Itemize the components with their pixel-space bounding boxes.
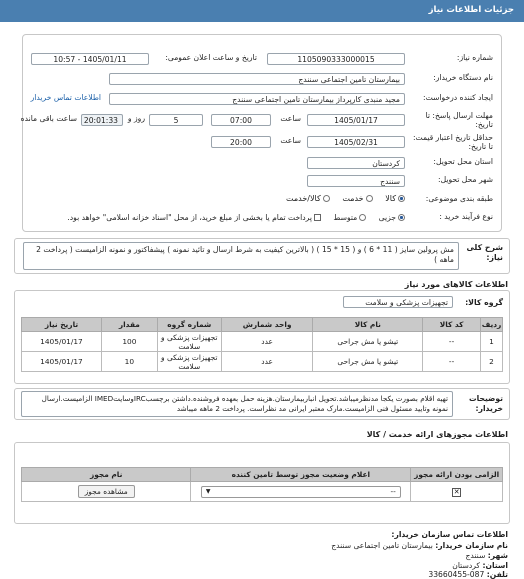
col-unit: واحد شمارش	[221, 318, 313, 332]
chevron-down-icon: ▼	[205, 487, 211, 495]
buyer-province-line: استان: کردستان	[452, 561, 508, 570]
validity-label: حداقل تاریخ اعتبار قیمت: تا تاریخ:	[412, 133, 493, 151]
cell-code: --	[423, 332, 481, 352]
permits-panel	[14, 442, 510, 524]
table-row	[22, 482, 503, 502]
cell-qty: 10	[101, 352, 157, 372]
description-panel	[14, 238, 510, 274]
permit-status-select[interactable]: -- ▼	[201, 486, 401, 498]
validity-time-field: 20:00	[211, 136, 271, 148]
page-title: جزئیات اطلاعات نیاز	[428, 5, 514, 15]
permit-status-cell[interactable]	[191, 482, 411, 502]
radio-icon	[359, 214, 366, 221]
cell-group: تجهیزات پزشکی و سلامت	[157, 352, 221, 372]
reply-date-field: 1405/01/17	[307, 114, 405, 126]
cell-row: 2	[481, 352, 503, 372]
validity-time-label: ساعت	[280, 136, 301, 145]
permit-name-cell	[22, 482, 191, 502]
buyer-contact-title: اطلاعات تماس سازمان خریدار:	[391, 530, 508, 539]
description-label: شرح کلی نیاز:	[466, 243, 503, 262]
cell-code: --	[423, 352, 481, 372]
remaining-time-field: 20:01:33	[81, 114, 123, 126]
days-label: روز و	[127, 114, 145, 123]
remaining-label: ساعت باقی مانده	[20, 114, 77, 123]
validity-date-field: 1405/02/31	[307, 136, 405, 148]
buyer-phone-line: تلفن: 087-33660455	[428, 570, 508, 579]
permits-table	[21, 467, 503, 502]
buyer-contact-link[interactable]: اطلاعات تماس خریدار	[30, 93, 101, 102]
col-permit-status: اعلام وضعیت مجوز توسط تامین کننده	[191, 468, 411, 482]
buyer-notes-field: تهیه اقلام بصورت یکجا مدنظرمیباشد.تحویل انباربیمارستان.هزینه حمل بعهده فروشنده.داشتن برچسبIRCوسایتIMED الزامیست.ارسال نمونه وتایید مسئول فنی الزامیست.مارک معتبر ایرانی مد نظراست. پرداخت 2 ماهه میباشد	[21, 391, 453, 417]
category-label: طبقه بندی موضوعی:	[425, 194, 493, 203]
radio-icon	[323, 195, 330, 202]
need-number-label: شماره نیاز:	[456, 53, 493, 62]
buyer-notes-panel	[14, 388, 510, 420]
page-header	[0, 0, 524, 22]
table-row	[22, 352, 503, 372]
province-label: استان محل تحویل:	[433, 157, 493, 166]
table-row	[22, 332, 503, 352]
cell-group: تجهیزات پزشکی و سلامت	[157, 332, 221, 352]
col-date: تاریخ نیاز	[22, 318, 102, 332]
checkbox-icon	[314, 214, 321, 221]
col-code: کد کالا	[423, 318, 481, 332]
cell-unit: عدد	[221, 352, 313, 372]
view-permit-button[interactable]: مشاهده مجوز	[78, 485, 135, 498]
process-option-medium[interactable]: متوسط	[333, 213, 366, 222]
city-field: سنندج	[307, 175, 405, 187]
radio-icon	[366, 195, 373, 202]
cell-name: تیشو یا مش جراحی	[313, 332, 423, 352]
province-field: کردستان	[307, 157, 405, 169]
col-qty: مقدار	[101, 318, 157, 332]
reply-time-label: ساعت	[280, 114, 301, 123]
radio-selected-icon	[398, 195, 405, 202]
need-details-panel	[22, 34, 502, 232]
reply-time-field: 07:00	[211, 114, 271, 126]
need-number-field: 1105090333000015	[267, 53, 405, 65]
buyer-label: نام دستگاه خریدار:	[433, 73, 493, 82]
process-label: نوع فرآیند خرید :	[439, 212, 493, 221]
reply-deadline-label: مهلت ارسال پاسخ: تا تاریخ:	[425, 111, 493, 129]
buyer-notes-label: توضیحات خریدار:	[468, 394, 503, 413]
treasury-note: پرداخت تمام یا بخشی از مبلغ خرید، از محل "اسناد خزانه اسلامی" خواهد بود.	[67, 212, 312, 222]
days-remaining-field: 5	[149, 114, 203, 126]
goods-group-label: گروه کالا:	[465, 298, 503, 307]
cell-unit: عدد	[221, 332, 313, 352]
cell-name: تیشو یا مش جراحی	[313, 352, 423, 372]
treasury-checkbox[interactable]	[67, 213, 321, 222]
permits-section-title: اطلاعات مجوزهای ارائه خدمت / کالا	[366, 430, 508, 439]
buyer-field: بیمارستان تامین اجتماعی سنندج	[109, 73, 405, 85]
goods-table	[21, 317, 503, 372]
announce-label: تاریخ و ساعت اعلان عمومی:	[165, 53, 257, 62]
goods-group-field: تجهیزات پزشکی و سلامت	[343, 296, 453, 308]
category-option-goods-service[interactable]: کالا/خدمت	[286, 194, 330, 203]
cell-row: 1	[481, 332, 503, 352]
col-group: شماره گروه	[157, 318, 221, 332]
buyer-org-line: نام سازمان خریدار: بیمارستان تامین اجتماعی سنندج	[331, 541, 508, 550]
cell-date: 1405/01/17	[22, 332, 102, 352]
process-option-minor[interactable]: جزیی	[379, 213, 405, 222]
creator-label: ایجاد کننده درخواست:	[423, 93, 493, 102]
goods-panel	[14, 290, 510, 384]
permit-required-cell	[411, 482, 503, 502]
category-option-goods[interactable]: کالا	[385, 194, 405, 203]
goods-section-title: اطلاعات کالاهای مورد نیاز	[404, 280, 508, 289]
col-row: ردیف	[481, 318, 503, 332]
col-permit-name: نام مجوز	[22, 468, 191, 482]
announce-field: 1405/01/11 - 10:57	[31, 53, 149, 65]
cell-date: 1405/01/17	[22, 352, 102, 372]
creator-field: مجید منبدی کارپرداز بیمارستان تامین اجتماعی سنندج	[109, 93, 405, 105]
category-option-service[interactable]: خدمت	[342, 194, 372, 203]
description-field: مش پرولین سایز ( 11 * 6 ) و ( 15 * 15 ) ( بالاترین کیفیت به شرط ارسال و تائید نمونه ) پیشفاکتور و نمونه الزامیست ( پرداخت 2 ماهه )	[23, 242, 459, 270]
checkbox-checked-icon: ✕	[453, 487, 460, 496]
buyer-city-line: شهر: سنندج	[465, 551, 508, 560]
city-label: شهر محل تحویل:	[438, 175, 493, 184]
col-permit-required: الزامی بودن ارائه مجوز	[411, 468, 503, 482]
radio-selected-icon	[398, 214, 405, 221]
cell-qty: 100	[101, 332, 157, 352]
col-name: نام کالا	[313, 318, 423, 332]
